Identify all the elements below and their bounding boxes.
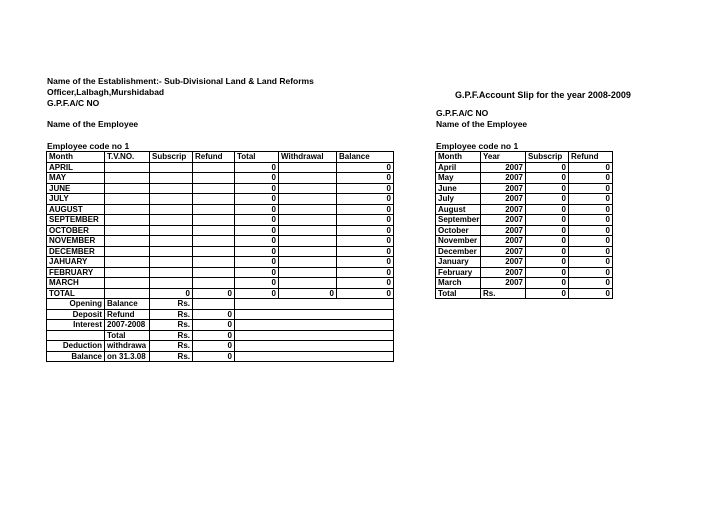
ledger-row [47,278,394,289]
ledger-cell [150,215,193,226]
ledger-cell [105,267,150,278]
ledger-cell [105,257,150,268]
summary-cell: Rs. [150,341,193,352]
ledger-header-cell: Total [235,152,279,163]
slip-cell: 0 [569,278,613,289]
ledger-cell: JULY [47,194,105,205]
ledger-header-cell: T.V.NO. [105,152,150,163]
slip-cell: July [436,194,481,205]
slip-cell: 0 [569,204,613,215]
ledger-cell: 0 [235,204,279,215]
ledger-cell [105,246,150,257]
ledger-cell [105,204,150,215]
slip-cell: 2007 [481,183,526,194]
ledger-cell: 0 [337,257,394,268]
summary-cell [47,330,105,341]
ledger-cell [150,173,193,184]
summary-row [47,341,394,352]
left-gpf-ac-no: G.P.F.A/C NO [47,98,100,108]
slip-row [436,236,613,247]
ledger-cell: 0 [337,278,394,289]
ledger-header-row [47,152,394,163]
slip-cell: January [436,257,481,268]
ledger-cell [279,246,337,257]
slip-cell: December [436,246,481,257]
slip-cell: 2007 [481,257,526,268]
ledger-cell [150,267,193,278]
ledger-cell: 0 [337,162,394,173]
slip-cell: 0 [569,225,613,236]
ledger-cell: 0 [337,194,394,205]
summary-row [47,299,394,310]
slip-cell: 0 [526,257,569,268]
slip-cell: March [436,278,481,289]
ledger-cell [150,257,193,268]
slip-cell: 0 [526,225,569,236]
ledger-cell: APRIL [47,162,105,173]
ledger-cell: 0 [235,215,279,226]
summary-blank-cell [235,330,394,341]
summary-cell: 0 [193,351,235,362]
slip-cell: 0 [526,162,569,173]
ledger-header-cell: Withdrawal [279,152,337,163]
ledger-cell: 0 [235,225,279,236]
ledger-cell [150,204,193,215]
summary-cell: Total [105,330,150,341]
slip-cell: 0 [569,267,613,278]
ledger-cell: TOTAL [47,288,105,299]
ledger-cell [193,194,235,205]
summary-row [47,330,394,341]
summary-cell: 0 [193,330,235,341]
slip-cell: 0 [526,173,569,184]
ledger-cell: 0 [235,288,279,299]
ledger-cell [279,173,337,184]
summary-blank-cell [235,299,394,310]
ledger-cell: 0 [337,288,394,299]
summary-cell: Opening [47,299,105,310]
ledger-row [47,288,394,299]
slip-header-cell: Year [481,152,526,163]
ledger-cell [105,173,150,184]
slip-cell: 0 [526,204,569,215]
slip-header-cell: Month [436,152,481,163]
ledger-row [47,246,394,257]
slip-cell: 0 [526,246,569,257]
left-employee-code: Employee code no 1 [47,141,130,151]
ledger-cell: 0 [337,236,394,247]
slip-row [436,246,613,257]
ledger-cell [150,183,193,194]
ledger-cell: JUNE [47,183,105,194]
slip-cell: 0 [569,215,613,226]
summary-cell: Rs. [150,320,193,331]
slip-cell: 0 [569,194,613,205]
summary-cell: Rs. [150,299,193,310]
slip-row [436,162,613,173]
ledger-cell [150,278,193,289]
ledger-row [47,225,394,236]
slip-cell: June [436,183,481,194]
ledger-cell [193,267,235,278]
ledger-cell: 0 [337,173,394,184]
ledger-cell: SEPTEMBER [47,215,105,226]
slip-header-cell: Refund [569,152,613,163]
ledger-row [47,257,394,268]
ledger-cell [279,278,337,289]
ledger-cell [193,225,235,236]
ledger-cell: DECEMBER [47,246,105,257]
summary-cell [193,299,235,310]
ledger-cell [193,162,235,173]
ledger-cell [150,236,193,247]
ledger-cell: 0 [235,173,279,184]
ledger-header-cell: Subscrip [150,152,193,163]
slip-cell: 2007 [481,162,526,173]
slip-row [436,204,613,215]
ledger-cell [193,246,235,257]
slip-row [436,278,613,289]
slip-cell: 2007 [481,194,526,205]
slip-cell: Total [436,288,481,299]
slip-cell: 0 [569,288,613,299]
ledger-row [47,194,394,205]
ledger-header-cell: Balance [337,152,394,163]
slip-cell: 0 [526,267,569,278]
summary-cell: Deduction [47,341,105,352]
ledger-cell: 0 [235,194,279,205]
ledger-cell [105,194,150,205]
ledger-cell [193,173,235,184]
ledger-header-cell: Refund [193,152,235,163]
ledger-cell: 0 [235,162,279,173]
summary-cell: Refund [105,309,150,320]
ledger-cell: 0 [235,183,279,194]
ledger-cell: FEBRUARY [47,267,105,278]
slip-cell: 2007 [481,267,526,278]
ledger-cell [150,246,193,257]
ledger-cell [279,215,337,226]
slip-cell: 0 [569,257,613,268]
right-employee-name: Name of the Employee [436,119,528,129]
ledger-cell [279,162,337,173]
ledger-cell: AUGUST [47,204,105,215]
summary-cell: Interest [47,320,105,331]
ledger-cell [193,204,235,215]
ledger-cell: NOVEMBER [47,236,105,247]
summary-cell: Rs. [150,309,193,320]
ledger-cell [193,215,235,226]
slip-cell: 2007 [481,236,526,247]
left-employee-name: Name of the Employee [47,119,139,129]
slip-row [436,194,613,205]
slip-cell: 0 [569,162,613,173]
ledger-cell [105,183,150,194]
ledger-cell: 0 [235,257,279,268]
slip-cell: 0 [526,288,569,299]
slip-title: G.P.F.Account Slip for the year 2008-2009 [455,90,631,100]
summary-row [47,320,394,331]
ledger-row [47,236,394,247]
ledger-cell [279,267,337,278]
slip-cell: 0 [526,183,569,194]
slip-row [436,288,613,299]
ledger-cell [279,183,337,194]
ledger-cell: MARCH [47,278,105,289]
ledger-cell: JAHUARY [47,257,105,268]
ledger-cell: 0 [337,215,394,226]
slip-cell: 0 [526,215,569,226]
summary-blank-cell [235,351,394,362]
slip-cell: 0 [569,246,613,257]
slip-cell: September [436,215,481,226]
summary-row [47,351,394,362]
summary-cell: withdrawa [105,341,150,352]
slip-cell: Rs. [481,288,526,299]
ledger-cell [279,225,337,236]
slip-cell: 2007 [481,173,526,184]
ledger-cell [150,225,193,236]
slip-cell: 0 [569,183,613,194]
right-employee-code: Employee code no 1 [436,141,519,151]
slip-header-row [436,152,613,163]
summary-cell: Rs. [150,330,193,341]
ledger-cell [279,257,337,268]
slip-cell: 2007 [481,215,526,226]
ledger-cell [279,194,337,205]
ledger-cell: 0 [337,225,394,236]
establishment-line-1: Name of the Establishment:- Sub-Divisional Land & Land Reforms [47,76,314,86]
ledger-cell: 0 [235,236,279,247]
ledger-cell: OCTOBER [47,225,105,236]
ledger-cell [279,236,337,247]
ledger-row [47,204,394,215]
ledger-row [47,162,394,173]
summary-cell: 2007-2008 [105,320,150,331]
ledger-row [47,215,394,226]
right-gpf-ac-no: G.P.F.A/C NO [436,108,489,118]
ledger-cell: 0 [337,246,394,257]
summary-cell: Balance [105,299,150,310]
ledger-cell: 0 [235,278,279,289]
ledger-table [46,151,394,362]
slip-cell: November [436,236,481,247]
slip-header-cell: Subscrip [526,152,569,163]
slip-cell: 2007 [481,225,526,236]
slip-row [436,267,613,278]
slip-cell: February [436,267,481,278]
summary-cell: 0 [193,341,235,352]
slip-cell: 0 [526,194,569,205]
ledger-cell [105,236,150,247]
slip-row [436,225,613,236]
summary-cell: Balance [47,351,105,362]
slip-cell: 2007 [481,278,526,289]
summary-blank-cell [235,320,394,331]
slip-row [436,257,613,268]
slip-table [435,151,613,299]
summary-blank-cell [235,309,394,320]
ledger-cell [193,257,235,268]
ledger-header-cell: Month [47,152,105,163]
ledger-cell: MAY [47,173,105,184]
slip-cell: October [436,225,481,236]
ledger-cell [279,204,337,215]
summary-cell: on 31.3.08 [105,351,150,362]
summary-cell: 0 [193,309,235,320]
ledger-cell [193,236,235,247]
ledger-cell [105,278,150,289]
summary-cell: Rs. [150,351,193,362]
slip-cell: 0 [526,236,569,247]
slip-cell: 2007 [481,204,526,215]
ledger-cell [105,225,150,236]
ledger-cell [105,288,150,299]
summary-row [47,309,394,320]
ledger-cell: 0 [235,246,279,257]
slip-cell: 2007 [481,246,526,257]
ledger-cell: 0 [279,288,337,299]
slip-cell: 0 [569,173,613,184]
ledger-cell: 0 [337,204,394,215]
ledger-cell [105,215,150,226]
ledger-cell [105,162,150,173]
slip-row [436,215,613,226]
slip-row [436,173,613,184]
slip-cell: April [436,162,481,173]
ledger-cell [150,162,193,173]
slip-cell: May [436,173,481,184]
ledger-row [47,267,394,278]
ledger-cell: 0 [337,267,394,278]
ledger-cell [193,183,235,194]
summary-cell: 0 [193,320,235,331]
slip-row [436,183,613,194]
ledger-row [47,183,394,194]
establishment-line-2: Officer,Lalbagh,Murshidabad [47,87,165,97]
ledger-cell: 0 [150,288,193,299]
slip-cell: 0 [526,278,569,289]
ledger-cell: 0 [337,183,394,194]
summary-blank-cell [235,341,394,352]
ledger-cell: 0 [193,288,235,299]
slip-cell: 0 [569,236,613,247]
ledger-cell [193,278,235,289]
summary-cell: Deposit [47,309,105,320]
ledger-cell [150,194,193,205]
ledger-row [47,173,394,184]
ledger-cell: 0 [235,267,279,278]
slip-cell: August [436,204,481,215]
